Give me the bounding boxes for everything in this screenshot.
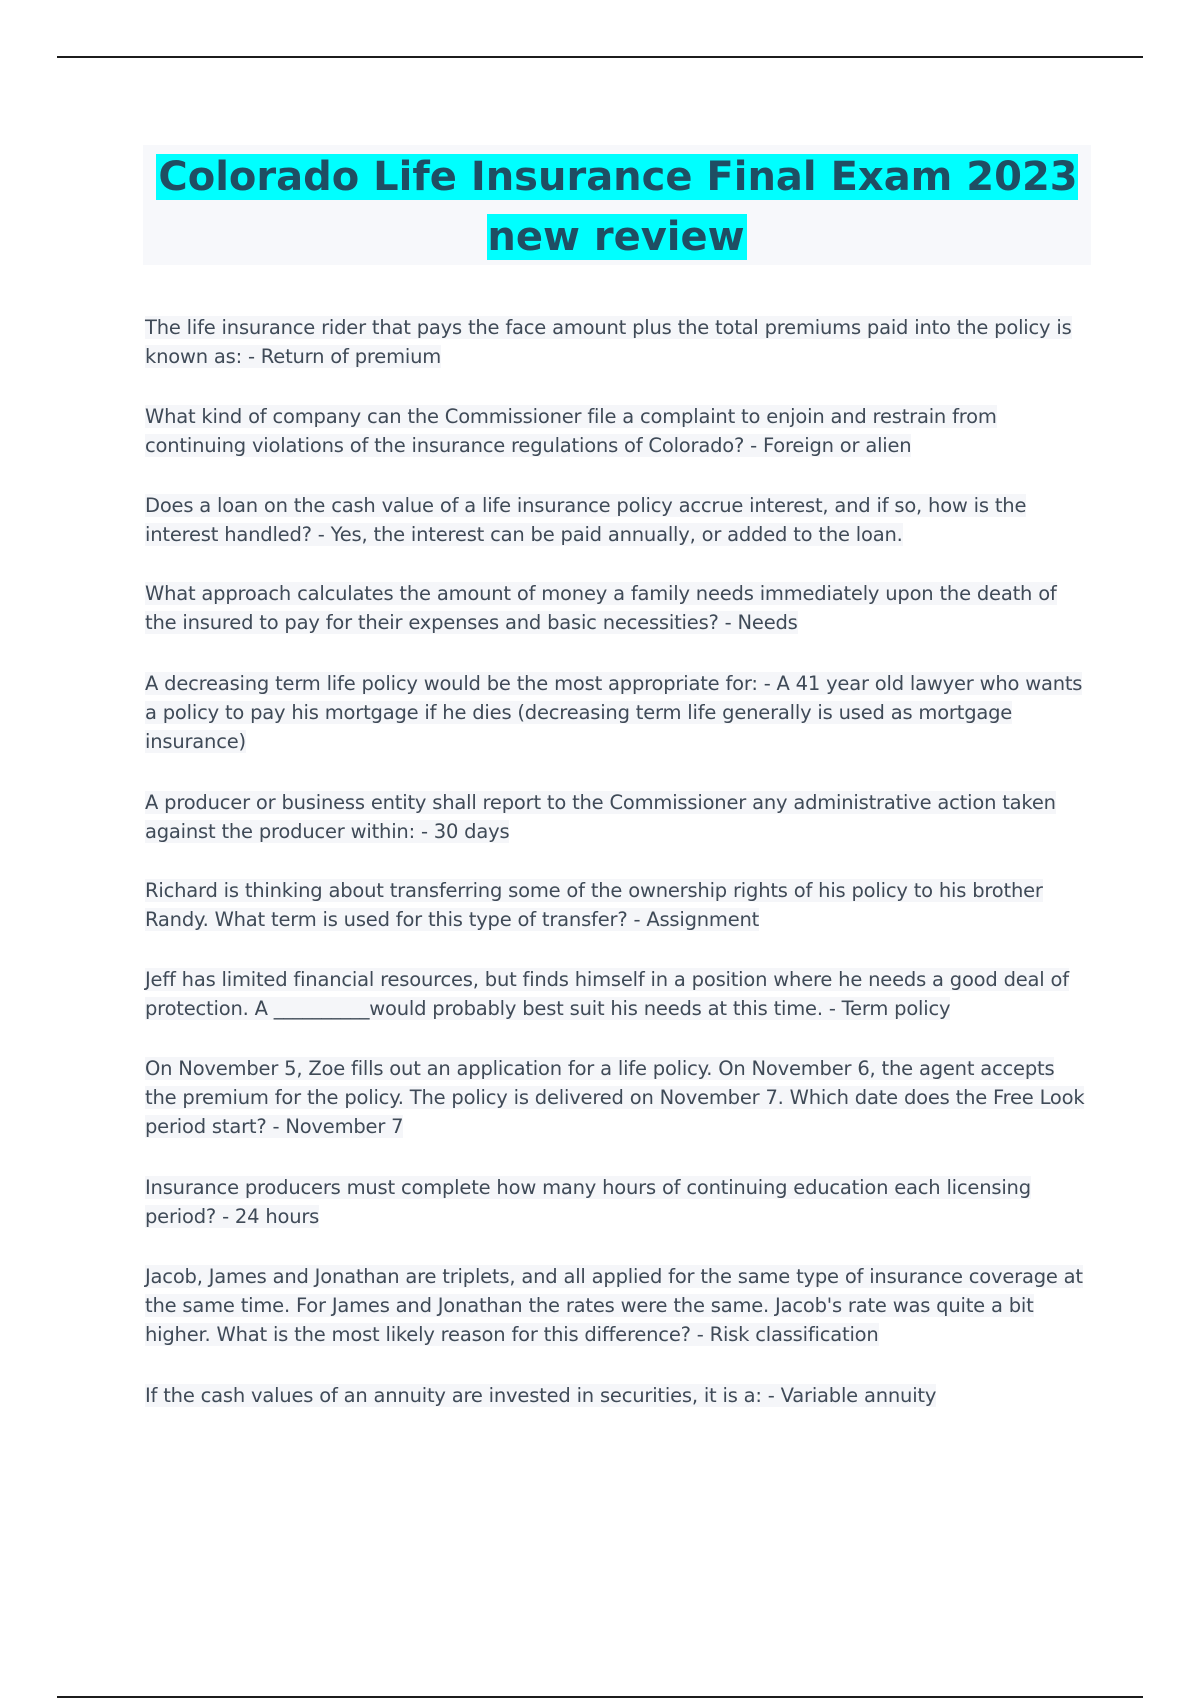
qa-item: A producer or business entity shall report to the Commissioner any administrative action taken against the producer within: - 30 days: [145, 791, 1056, 843]
title-block: [143, 145, 1091, 265]
qa-item: A decreasing term life policy would be the most appropriate for: - A 41 year old lawyer who wants a policy to pay his mortgage if he dies (decreasing term life generally is used as mortgage insurance): [145, 672, 1083, 753]
qa-item: The life insurance rider that pays the face amount plus the total premiums paid into the policy is known as: - Return of premium: [145, 316, 1072, 368]
qa-item: What kind of company can the Commissioner file a complaint to enjoin and restrain from continuing violations of the insurance regulations of Colorado? - Foreign or alien: [145, 405, 997, 457]
page-title: [143, 145, 1091, 267]
header-rule: [57, 56, 1143, 58]
footer-rule: [57, 1696, 1143, 1698]
qa-item: Insurance producers must complete how many hours of continuing education each licensing period? - 24 hours: [145, 1176, 1031, 1228]
qa-item: Does a loan on the cash value of a life insurance policy accrue interest, and if so, how is the interest handled? - Yes, the interest can be paid annually, or added to the loan.: [145, 494, 1027, 546]
page-title-text: Colorado Life Insurance Final Exam 2023 new review: [158, 154, 1078, 260]
qa-item: If the cash values of an annuity are invested in securities, it is a: - Variable annuity: [145, 1384, 937, 1407]
qa-item: Jacob, James and Jonathan are triplets, and all applied for the same type of insurance coverage at the same time. For James and Jonathan the rates were the same. Jacob's rate was quite a bit higher. What is the most likely reason for this difference? - Risk classification: [145, 1265, 1083, 1346]
qa-item: What approach calculates the amount of money a family needs immediately upon the death of the insured to pay for their expenses and basic necessities? - Needs: [145, 582, 1057, 634]
qa-item: Jeff has limited financial resources, but finds himself in a position where he needs a good deal of protection. A __________would probably best suit his needs at this time. - Term policy: [145, 968, 1069, 1020]
qa-item: Richard is thinking about transferring some of the ownership rights of his policy to his brother Randy. What term is used for this type of transfer? - Assignment: [145, 879, 1043, 931]
qa-item: On November 5, Zoe fills out an application for a life policy. On November 6, the agent accepts the premium for the policy. The policy is delivered on November 7. Which date does the Free Look period start? - November 7: [145, 1057, 1085, 1138]
